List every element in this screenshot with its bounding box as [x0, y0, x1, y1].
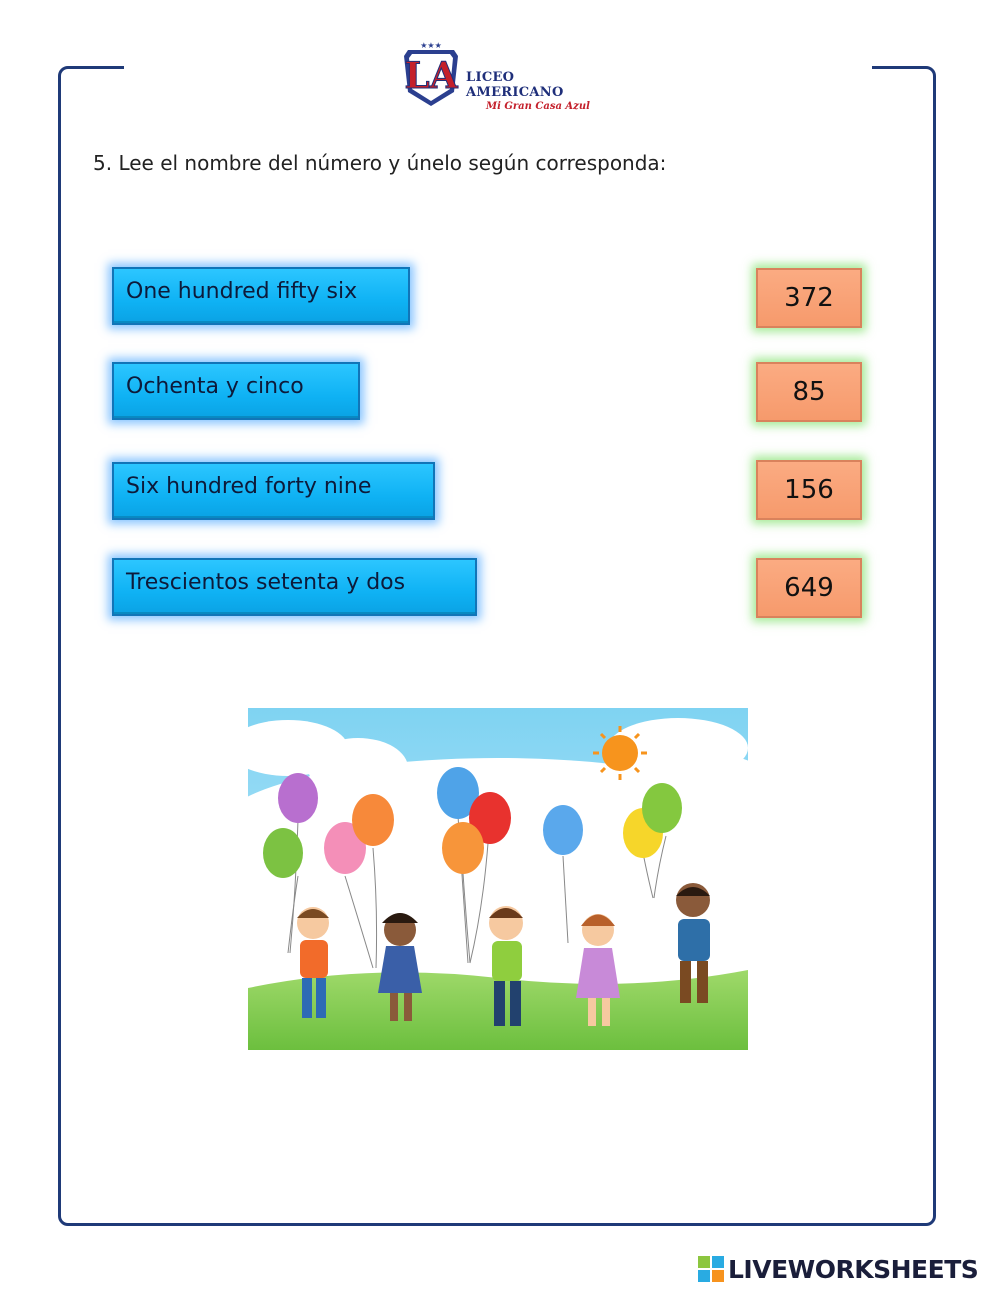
svg-text:★★★: ★★★: [420, 41, 442, 50]
number-box-1[interactable]: 372: [756, 268, 862, 328]
word-box-4[interactable]: Trescientos setenta y dos: [112, 558, 477, 616]
logo-slogan: Mi Gran Casa Azul: [486, 101, 590, 112]
logo-name: LICEO AMERICANO: [466, 70, 564, 100]
word-box-3[interactable]: Six hundred forty nine: [112, 462, 435, 520]
word-box-1[interactable]: One hundred fifty six: [112, 267, 410, 325]
number-box-3[interactable]: 156: [756, 460, 862, 520]
instruction-text: 5. Lee el nombre del número y únelo según corresponda:: [93, 151, 667, 175]
page-frame: [58, 66, 936, 1226]
shield-logo-icon: [398, 40, 468, 110]
liveworksheets-brand: LIVEWORKSHEETS: [728, 1255, 979, 1284]
svg-text:LA: LA: [404, 55, 458, 97]
number-box-2[interactable]: 85: [756, 362, 862, 422]
liveworksheets-logo-icon: [698, 1256, 726, 1284]
word-box-2[interactable]: Ochenta y cinco: [112, 362, 360, 420]
children-balloons-illustration: [248, 708, 748, 1050]
school-logo: [398, 40, 608, 110]
number-box-4[interactable]: 649: [756, 558, 862, 618]
